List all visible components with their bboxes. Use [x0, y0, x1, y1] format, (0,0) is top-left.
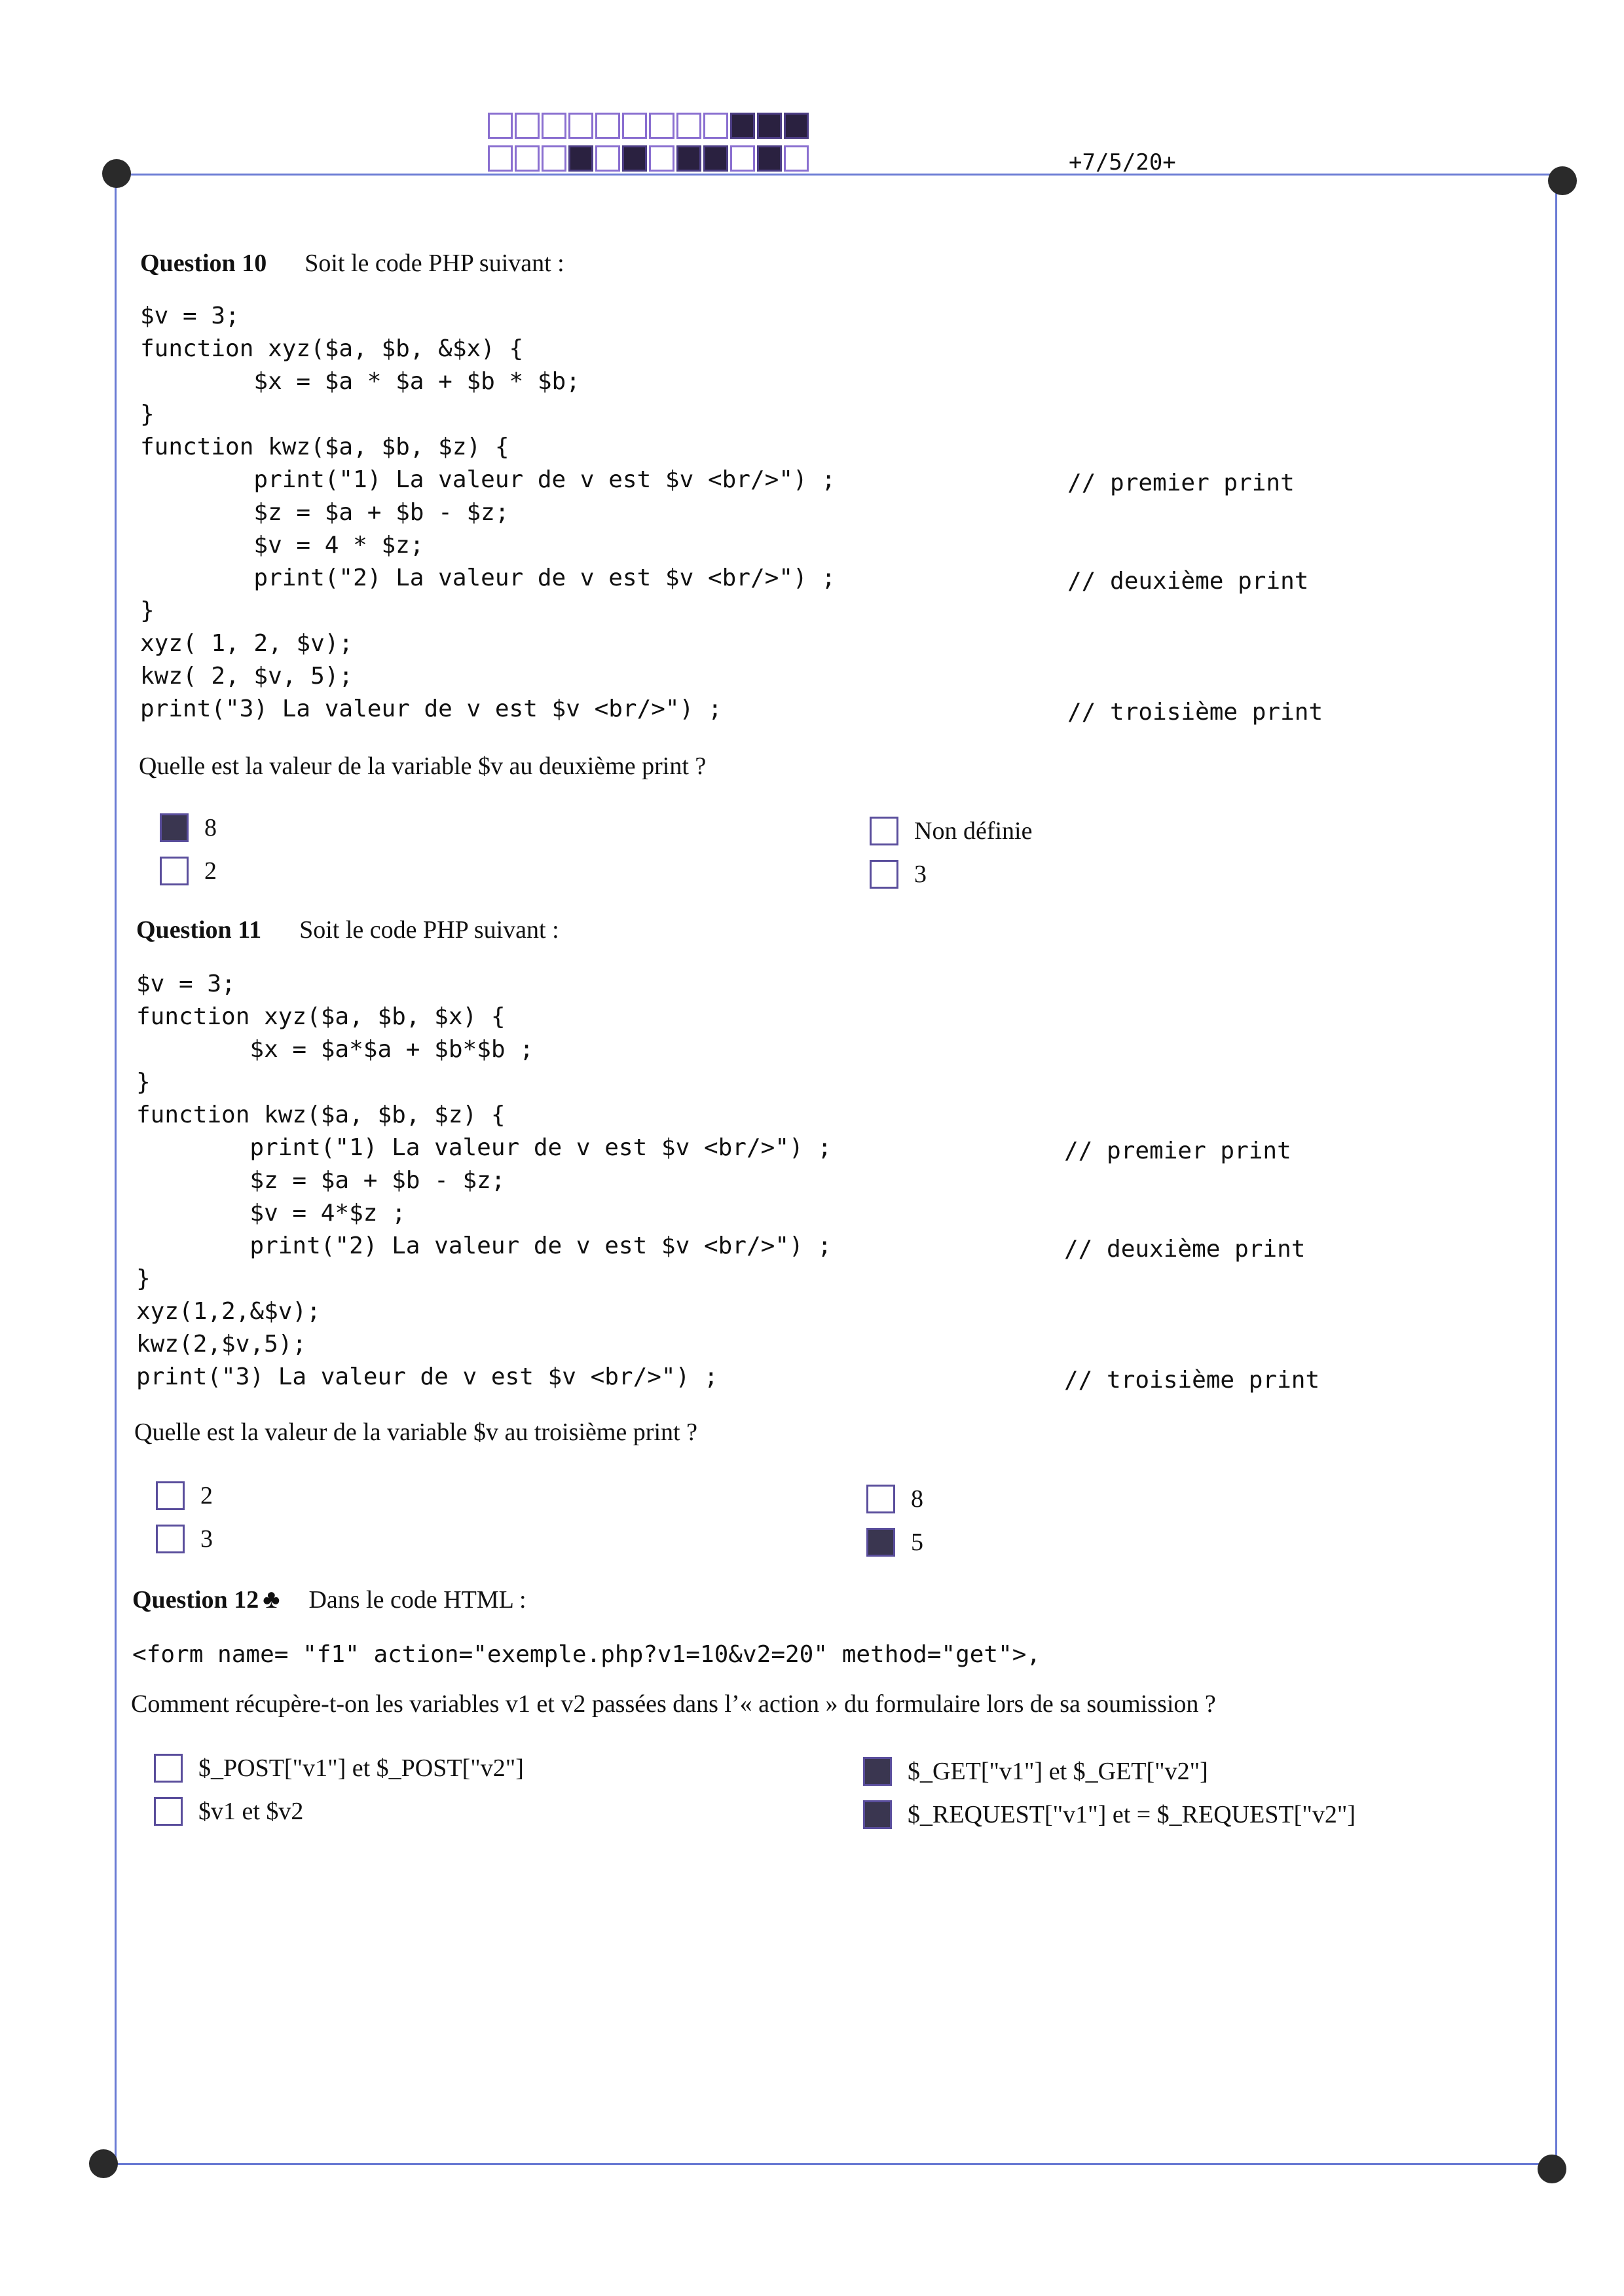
- id-code-cell: [488, 113, 513, 139]
- question-12-heading: [132, 1583, 526, 1614]
- id-code-cell: [515, 145, 540, 172]
- q11-choice-b[interactable]: [156, 1525, 213, 1553]
- id-code-cell: [622, 145, 647, 172]
- id-code-cell: [542, 145, 566, 172]
- choice-label: 8: [911, 1485, 923, 1513]
- q10-prompt: Quelle est la valeur de la variable $v au deuxième print ?: [139, 752, 707, 780]
- id-code-cell: [649, 145, 674, 172]
- question-number: Question 11: [136, 916, 262, 944]
- checkbox[interactable]: [154, 1754, 183, 1783]
- checkbox[interactable]: [870, 860, 898, 889]
- corner-mark-bottom-right: [1538, 2155, 1566, 2183]
- id-code-row-2: [488, 145, 809, 172]
- q12-code-line: <form name= "f1" action="exemple.php?v1=10&v2=20" method="get">,: [132, 1641, 1041, 1668]
- q10-code-block: $v = 3; function xyz($a, $b, &$x) { $x = $a * $a + $b * $b; } function kwz($a, $b, $z) { print("1) La valeur de v est $v <br/>") ; $z = $a + $b - $z; $v = 4 * $z; print("2) La valeur de v est $v <br/>") ; } xyz( 1, 2, $v); kwz( 2, $v, 5); print("3) La valeur de v est $v <br/>") ;: [140, 303, 836, 722]
- checkbox[interactable]: [866, 1528, 895, 1557]
- question-10-heading: [140, 249, 564, 278]
- page-identifier: +7/5/20+: [1069, 149, 1176, 176]
- checkbox[interactable]: [156, 1525, 185, 1553]
- id-code-cell: [730, 145, 755, 172]
- choice-label: Non définie: [914, 817, 1033, 845]
- checkbox[interactable]: [160, 813, 189, 842]
- q12-prompt: Comment récupère-t-on les variables v1 et v2 passées dans l’« action » du formulaire lors de sa soumission ?: [131, 1690, 1216, 1718]
- id-code-cell: [757, 113, 782, 139]
- frame-right: [1555, 177, 1557, 2164]
- choice-label: 3: [914, 861, 927, 888]
- id-code-cell: [649, 113, 674, 139]
- checkbox[interactable]: [870, 817, 898, 845]
- corner-mark-bottom-left: [89, 2149, 118, 2178]
- id-code-cell: [568, 113, 593, 139]
- question-number: Question 10: [140, 250, 267, 277]
- id-code-cell: [595, 113, 620, 139]
- corner-mark-top-right: [1548, 166, 1577, 195]
- q11-prompt: Quelle est la valeur de la variable $v au troisième print ?: [134, 1418, 697, 1446]
- choice-label: 2: [204, 857, 217, 885]
- id-code-cell: [622, 113, 647, 139]
- choice-label: 8: [204, 814, 217, 842]
- q11-choice-c[interactable]: [866, 1485, 923, 1513]
- id-code-cell: [730, 113, 755, 139]
- checkbox[interactable]: [160, 857, 189, 885]
- question-number: Question 12: [132, 1586, 259, 1614]
- q10-choice-c[interactable]: [870, 817, 1032, 845]
- q12-choice-b[interactable]: [154, 1797, 303, 1826]
- id-code-cell: [568, 145, 593, 172]
- q10-comment-1: // premier print: [1067, 470, 1295, 496]
- q12-choice-d[interactable]: [863, 1800, 1356, 1829]
- checkbox[interactable]: [866, 1485, 895, 1513]
- q11-comment-1: // premier print: [1064, 1138, 1291, 1164]
- choice-label: 3: [200, 1525, 213, 1553]
- question-intro: Dans le code HTML :: [308, 1586, 526, 1614]
- choice-label: $_GET["v1"] et $_GET["v2"]: [908, 1758, 1208, 1785]
- checkbox[interactable]: [863, 1800, 892, 1829]
- q10-comment-2: // deuxième print: [1067, 568, 1309, 595]
- q12-choice-a[interactable]: [154, 1754, 524, 1783]
- q10-comment-3: // troisième print: [1067, 699, 1323, 726]
- q10-choice-d[interactable]: [870, 860, 927, 889]
- q11-code-block: $v = 3; function xyz($a, $b, $x) { $x = $a*$a + $b*$b ; } function kwz($a, $b, $z) { print("1) La valeur de v est $v <br/>") ; $z = $a + $b - $z; $v = 4*$z ; print("2) La valeur de v est $v <br/>") ; } xyz(1,2,&$v); kwz(2,$v,5); print("3) La valeur de v est $v <br/>") ;: [136, 971, 832, 1390]
- question-intro: Soit le code PHP suivant :: [304, 250, 564, 277]
- id-code-cell: [488, 145, 513, 172]
- frame-bottom: [103, 2163, 1551, 2165]
- id-code-cell: [784, 113, 809, 139]
- checkbox[interactable]: [156, 1481, 185, 1510]
- checkbox[interactable]: [863, 1757, 892, 1786]
- q11-choice-a[interactable]: [156, 1481, 213, 1510]
- checkbox[interactable]: [154, 1797, 183, 1826]
- choice-label: 5: [911, 1528, 923, 1556]
- choice-label: 2: [200, 1482, 213, 1509]
- id-code-cell: [757, 145, 782, 172]
- id-code-cell: [703, 113, 728, 139]
- id-code-cell: [784, 145, 809, 172]
- q10-choice-a[interactable]: [160, 813, 217, 842]
- frame-top: [117, 174, 1564, 176]
- id-code-cell: [542, 113, 566, 139]
- question-intro: Soit le code PHP suivant :: [299, 916, 559, 944]
- id-code-cell: [676, 145, 701, 172]
- q11-choice-d[interactable]: [866, 1528, 923, 1557]
- question-11-heading: [136, 916, 559, 944]
- club-icon: ♣: [263, 1584, 280, 1614]
- q11-comment-2: // deuxième print: [1064, 1236, 1306, 1263]
- id-code-cell: [703, 145, 728, 172]
- corner-mark-top-left: [102, 159, 131, 188]
- choice-label: $_POST["v1"] et $_POST["v2"]: [198, 1754, 524, 1782]
- q10-choice-b[interactable]: [160, 857, 217, 885]
- q12-choice-c[interactable]: [863, 1757, 1208, 1786]
- choice-label: $_REQUEST["v1"] et = $_REQUEST["v2"]: [908, 1801, 1356, 1828]
- id-code-cell: [595, 145, 620, 172]
- id-code-row-1: [488, 113, 809, 139]
- choice-label: $v1 et $v2: [198, 1798, 304, 1825]
- id-code-cell: [676, 113, 701, 139]
- q11-comment-3: // troisième print: [1064, 1367, 1320, 1394]
- frame-left: [115, 174, 117, 2164]
- id-code-cell: [515, 113, 540, 139]
